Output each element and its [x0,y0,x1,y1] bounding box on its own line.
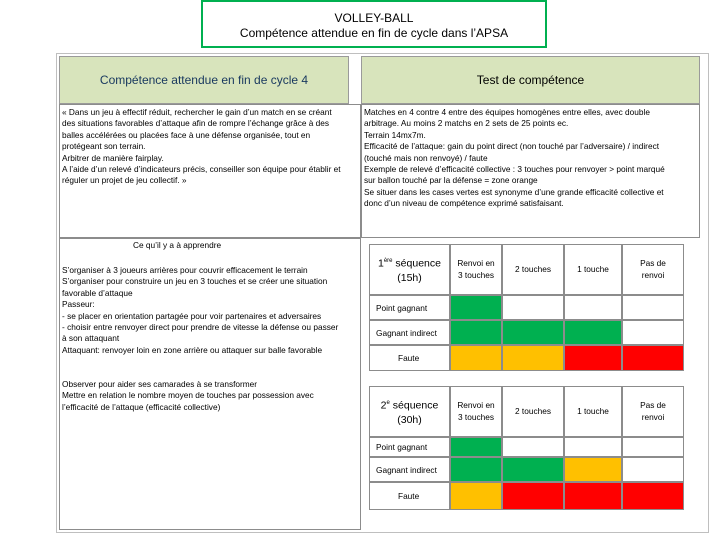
seq2-row-point-gagnant: Point gagnant [369,437,450,457]
competence-line: Arbitrer de manière fairplay. [62,152,164,163]
learn-title: Ce qu’il y a à apprendre [133,240,222,250]
seq2-label: 2e séquence [380,399,439,412]
seq2-row-faute: Faute [369,482,450,510]
competence-line: « Dans un jeu à effectif réduit, rechercher le gain d’un match en se créant [62,107,332,117]
learn-line: à son attaquant [62,333,120,344]
test-text [364,107,698,210]
learn-line: S’organiser pour construire un jeu en 3 touches et se créer une situation [62,276,328,287]
seq2-cell-pg-1t [564,437,622,457]
test-line: Efficacité de l’attaque: gain du point direct (non touché par l’adversaire) / indirect [364,141,660,152]
competence-header: Compétence attendue en fin de cycle 4 [59,56,349,104]
seq1-row-point-gagnant: Point gagnant [369,295,450,320]
seq2-label-cell [369,386,450,437]
test-line: Matches en 4 contre 4 entre des équipes homogènes entre elles, avec double [364,107,650,117]
seq1-cell-gi-2t [502,320,564,345]
seq1-cell-gi-renvoi3 [450,320,502,345]
seq2-col-2-touches: 2 touches [502,386,564,437]
seq1-cell-gi-pas [622,320,684,345]
seq1-cell-f-2t [502,345,564,371]
competence-text [62,107,358,187]
learn-line: - choisir entre renvoyer direct pour prendre de vitesse la défense ou passer [62,322,339,333]
seq2-row-gagnant-indirect: Gagnant indirect [369,457,450,482]
competence-line: protégeant son terrain. [62,141,146,152]
competence-line: A l’aide d’un relevé d’indicateurs précis, conseiller son équipe pour établir et [62,164,341,175]
learn-line: Passeur: [62,299,95,310]
test-line: Se situer dans les cases vertes est synonyme d’une grande efficacité collective et [364,186,664,197]
seq1-col-pas-renvoi: Pas de renvoi [622,244,684,295]
seq1-row-faute: Faute [369,345,450,371]
seq2-cell-gi-pas [622,457,684,482]
seq1-cell-pg-2t [502,295,564,320]
seq1-label-cell [369,244,450,295]
test-line: sur ballon touché par la défense = zone orange [364,175,538,186]
seq2-cell-f-1t [564,482,622,510]
seq1-cell-f-renvoi3 [450,345,502,371]
seq1-row-gagnant-indirect: Gagnant indirect [369,320,450,345]
seq1-cell-pg-pas [622,295,684,320]
competence-line: des situations favorables d’attaque afin de rompre l’échange grâce à des [62,118,330,129]
seq2-cell-pg-2t [502,437,564,457]
test-line: Exemple de relevé d’efficacité collective : 3 touches pour renvoyer > point marqué [364,164,665,175]
seq2-cell-f-2t [502,482,564,510]
observer-line: Mettre en relation le nombre moyen de touches par possession avec [62,390,314,401]
seq1-cell-f-1t [564,345,622,371]
seq2-cell-gi-renvoi3 [450,457,502,482]
seq2-cell-pg-renvoi3 [450,437,502,457]
learn-line: - se placer en orientation partagée pour voir partenaires et adversaires [62,310,322,321]
test-line: Terrain 14mx7m. [364,129,426,140]
learn-line: Attaquant: renvoyer loin en zone arrière ou attaquer sur balle favorable [62,344,323,355]
seq2-cell-f-pas [622,482,684,510]
seq1-cell-f-pas [622,345,684,371]
seq2-duration: (30h) [397,413,422,426]
seq2-col-pas-renvoi: Pas de renvoi [622,386,684,437]
seq1-cell-gi-1t [564,320,622,345]
observer-line: Observer pour aider ses camarades à se transformer [62,379,258,389]
title-line-2: Compétence attendue en fin de cycle dans l’APSA [239,26,509,40]
seq2-cell-f-renvoi3 [450,482,502,510]
document-title-box [201,0,547,48]
seq1-col-2-touches: 2 touches [502,244,564,295]
seq1-cell-pg-renvoi3 [450,295,502,320]
seq1-col-1-touche: 1 touche [564,244,622,295]
test-header: Test de compétence [361,56,700,104]
observer-text [62,379,358,413]
seq2-col-1-touche: 1 touche [564,386,622,437]
seq1-label: 1ère séquence [378,257,441,270]
test-line: donc d’un niveau de compétence exprimé satisfaisant. [364,198,564,209]
competence-line: réguler un projet de jeu collectif. » [62,175,187,186]
seq2-cell-gi-2t [502,457,564,482]
title-line-1: VOLLEY-BALL [334,11,414,25]
learn-line: S’organiser à 3 joueurs arrières pour couvrir efficacement le terrain [62,265,308,275]
test-line: arbitrage. Au moins 2 matchs en 2 sets de 25 points ec. [364,118,569,129]
learn-text [62,265,358,356]
seq1-cell-pg-1t [564,295,622,320]
observer-line: l’efficacité de l’attaque (efficacité collective) [62,401,221,412]
seq2-cell-pg-pas [622,437,684,457]
learn-line: favorable d’attaque [62,287,133,298]
seq1-duration: (15h) [397,271,422,284]
seq2-col-renvoi-3: Renvoi en 3 touches [450,386,502,437]
seq2-cell-gi-1t [564,457,622,482]
test-line: (touché mais non renvoyé) / faute [364,152,488,163]
competence-line: balles accélérées ou placées face à une défense organisée, tout en [62,129,311,140]
seq1-col-renvoi-3: Renvoi en 3 touches [450,244,502,295]
